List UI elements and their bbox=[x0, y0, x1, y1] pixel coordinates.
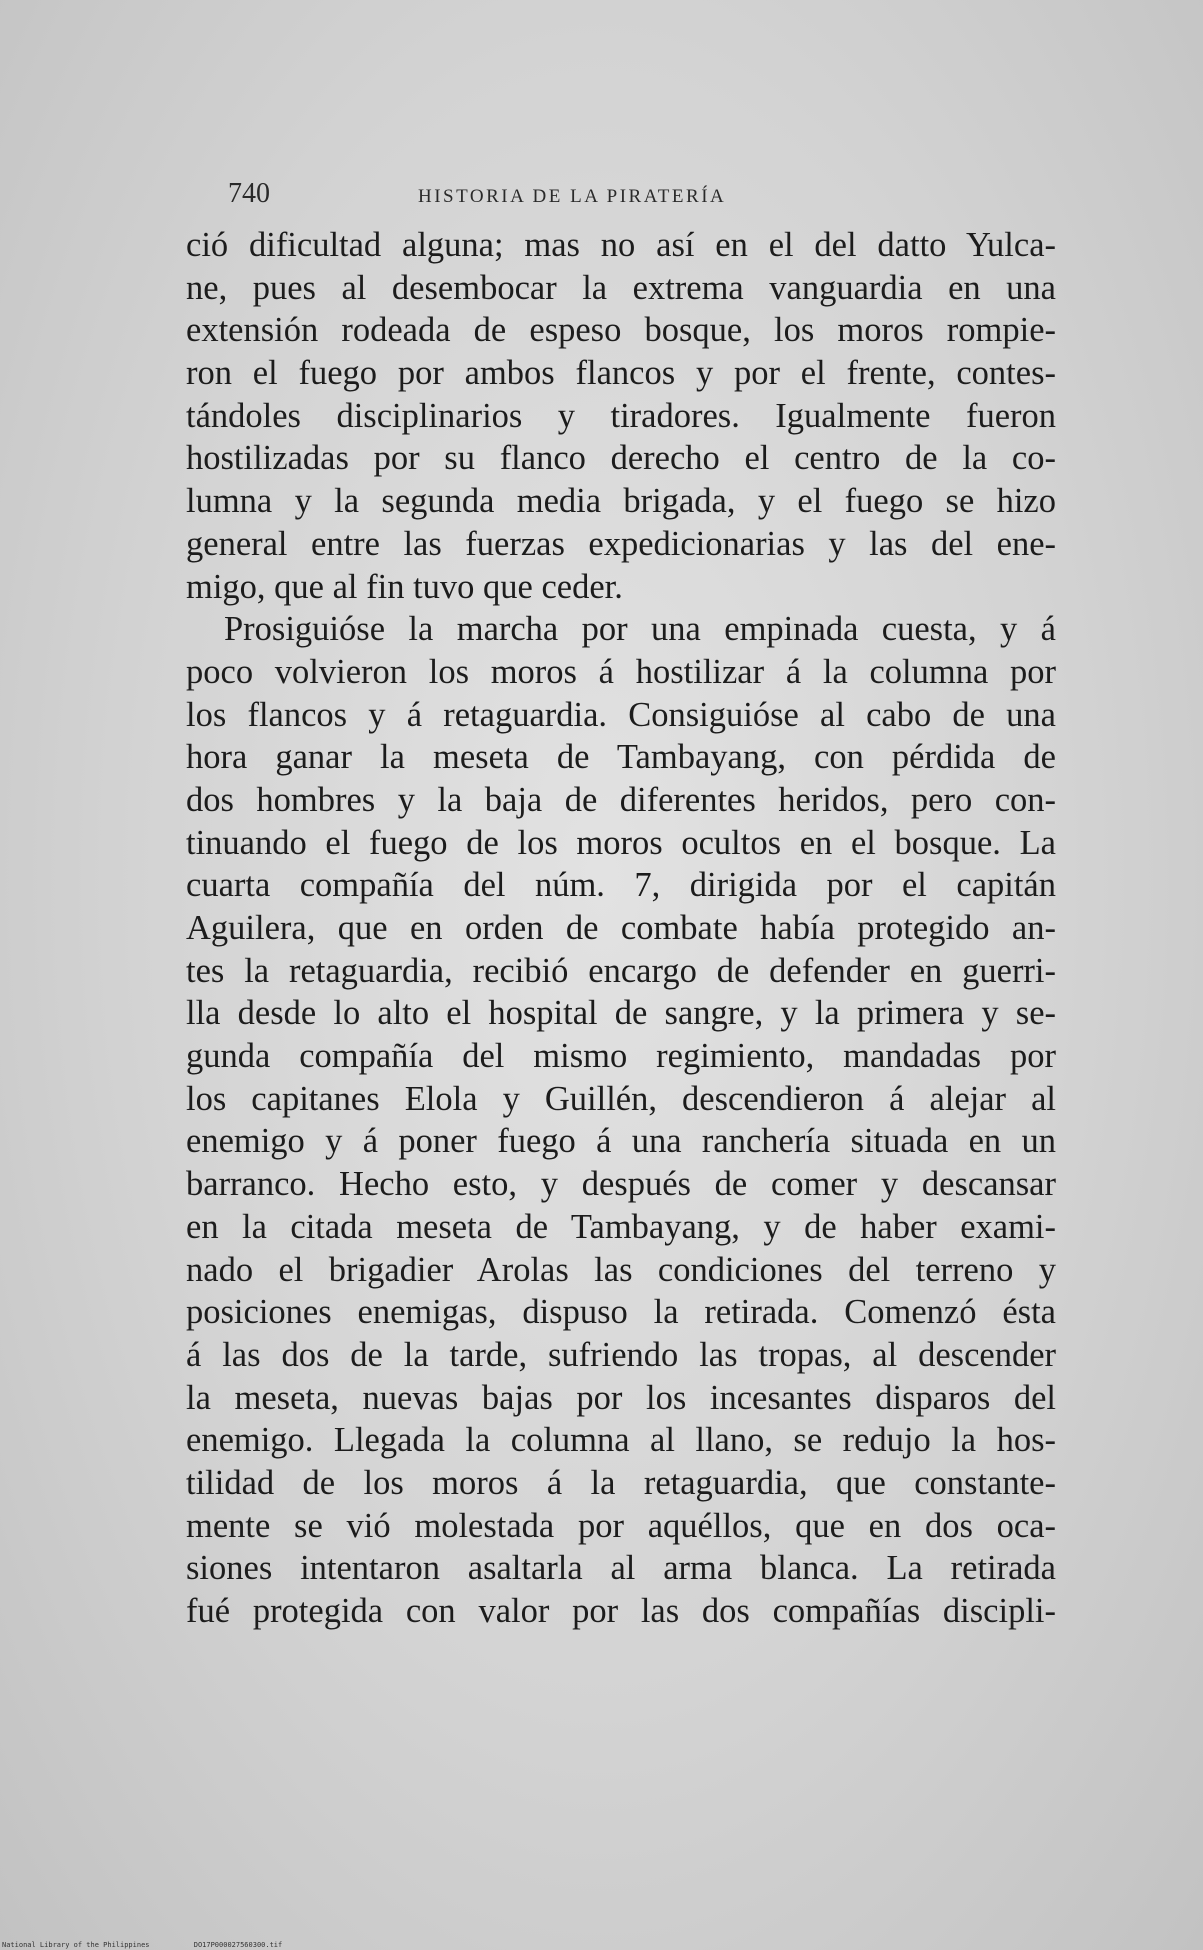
text-line: lla desde lo alto el hospital de sangre, y la primera y se- bbox=[186, 994, 1056, 1033]
text-line: tándoles disciplinarios y tiradores. Igualmente fueron bbox=[186, 396, 1056, 435]
text-line: hostilizadas por su flanco derecho el centro de la co- bbox=[186, 439, 1056, 478]
running-head: HISTORIA DE LA PIRATERÍA bbox=[418, 186, 727, 207]
text-line: Prosiguióse la marcha por una empinada cuesta, y á bbox=[224, 610, 1056, 649]
text-line: nado el brigadier Arolas las condiciones del terreno y bbox=[186, 1250, 1056, 1289]
body-text bbox=[186, 224, 1056, 1633]
page-number: 740 bbox=[228, 178, 270, 209]
page-header bbox=[228, 178, 1058, 218]
text-line: tilidad de los moros á la retaguardia, que constante- bbox=[186, 1463, 1056, 1502]
text-line: tes la retaguardia, recibió encargo de defender en guerri- bbox=[186, 951, 1056, 990]
text-line: ne, pues al desembocar la extrema vanguardia en una bbox=[186, 268, 1056, 307]
text-line: la meseta, nuevas bajas por los incesantes disparos del bbox=[186, 1378, 1056, 1417]
text-line: á las dos de la tarde, sufriendo las tropas, al descender bbox=[186, 1335, 1056, 1374]
text-line: mente se vió molestada por aquéllos, que en dos oca- bbox=[186, 1506, 1056, 1545]
text-line: posiciones enemigas, dispuso la retirada. Comenzó ésta bbox=[186, 1293, 1056, 1332]
text-line: gunda compañía del mismo regimiento, mandadas por bbox=[186, 1037, 1056, 1076]
text-line: barranco. Hecho esto, y después de comer y descansar bbox=[186, 1165, 1056, 1204]
scan-footer bbox=[2, 1941, 322, 1949]
library-credit: National Library of the Philippines bbox=[2, 1941, 150, 1949]
text-line: dos hombres y la baja de diferentes heridos, pero con- bbox=[186, 780, 1056, 819]
text-line: los flancos y á retaguardia. Consiguióse al cabo de una bbox=[186, 695, 1056, 734]
text-line: enemigo y á poner fuego á una ranchería situada en un bbox=[186, 1122, 1056, 1161]
text-line: tinuando el fuego de los moros ocultos en el bosque. La bbox=[186, 823, 1056, 862]
text-line: cuarta compañía del núm. 7, dirigida por el capitán bbox=[186, 866, 1056, 905]
text-line: enemigo. Llegada la columna al llano, se redujo la hos- bbox=[186, 1421, 1056, 1460]
text-line: hora ganar la meseta de Tambayang, con pérdida de bbox=[186, 738, 1056, 777]
text-line: extensión rodeada de espeso bosque, los moros rompie- bbox=[186, 311, 1056, 350]
text-line: ron el fuego por ambos flancos y por el frente, contes- bbox=[186, 354, 1056, 393]
text-line: general entre las fuerzas expedicionarias y las del ene- bbox=[186, 524, 1056, 563]
text-line: siones intentaron asaltarla al arma blanca. La retirada bbox=[186, 1549, 1056, 1588]
text-line: migo, que al fin tuvo que ceder. bbox=[186, 567, 623, 606]
text-line: Aguilera, que en orden de combate había protegido an- bbox=[186, 909, 1056, 947]
file-id: DO17P000027560300.tif bbox=[193, 1941, 283, 1949]
text-line: en la citada meseta de Tambayang, y de haber exami- bbox=[186, 1207, 1056, 1246]
text-line: poco volvieron los moros á hostilizar á la columna por bbox=[186, 652, 1056, 691]
text-line: los capitanes Elola y Guillén, descendieron á alejar al bbox=[186, 1079, 1056, 1118]
text-line: ció dificultad alguna; mas no así en el del datto Yulca- bbox=[186, 226, 1056, 264]
text-line: lumna y la segunda media brigada, y el fuego se hizo bbox=[186, 482, 1056, 521]
text-line: fué protegida con valor por las dos compañías discipli- bbox=[186, 1592, 1056, 1630]
